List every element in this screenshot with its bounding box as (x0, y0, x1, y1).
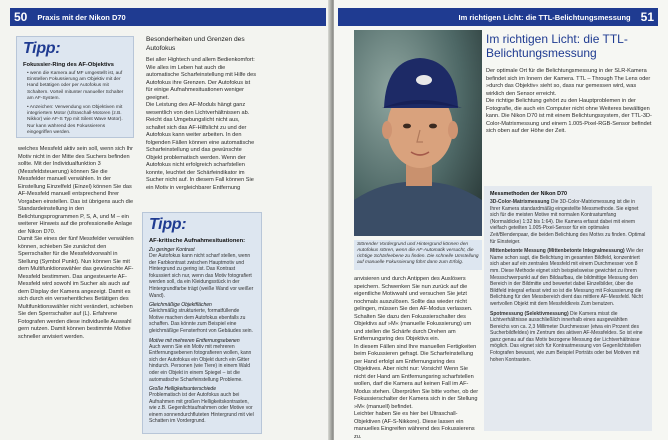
sidebar-section-head: Mittenbetonte Messung (Mittenbetonte Integralmessung) (490, 248, 625, 255)
tip-title: Tipp: (149, 216, 187, 233)
left-page (0, 0, 330, 440)
section-body: Bei aller Hightech und allem Bedienkomfort: Wie alles im Leben hat auch die automatische Scharfeinstellung mit Hilfe des Autofokus ihre Grenzen. Der Autofokus ist für einige Aufnahmesituationen weniger geeignet. Die Leistung des AF-Moduls hängt ganz wesentlich von den Lichtverhältnissen ab. Reicht das Umgebungslicht nicht aus, schaltet sich das AF-Hilfslicht zu und der Autofokus kann weiter arbeiten. In den folgenden Fällen können eine automatische Scharfeinstellung und das gewünschte Objekt problematisch werden. Wenn der Autofokus nicht erfolgreich scharfstellen konnte, leuchtet der Schärfeindikator im Sucher nicht auf. In diesem Fall können Sie ein Motiv in vergleichbarer Entfernung (146, 57, 257, 191)
tip-heading: AF-kritische Aufnahmesituationen: (149, 238, 246, 244)
tip-section-text: Problematisch ist der Autofokus auch bei Aufnahmen mit großen Helligkeitskontrasten, wie z.B. Gegenlichtaufnahmen oder Motive vor einem sonnendurchfluteten Hintergrund mit viel Schatten im Vordergrund. (149, 392, 254, 425)
right-column (146, 36, 258, 192)
tip-box-focus-ring (16, 36, 134, 138)
right-column (486, 32, 652, 136)
sidebar-heading: Messmethoden der Nikon D70 (490, 191, 567, 197)
sidebar-section (490, 311, 646, 364)
sidebar-section-text: Die 3D-Color-Matrixmessung ist die in Ihrer Kamera standardmäßig eingestellte Messmethode. Sie eignet sich für die meisten Motive mit normalen Kontrastumfang (Normaldicke) 1:32 bis 1:64). Die Kamera erfasst dabei mit einem vielfach geteilten 1.005-Pixel-Sensor für ein optimales Zeit/Blendenpaar, die beiden Belichtung des Motivs zu finden. Optimal für Einsteiger. (490, 199, 646, 245)
left-running-head-title: Praxis mit der Nikon D70 (37, 12, 126, 22)
left-running-header (10, 8, 326, 26)
tip-heading: Fokussier-Ring des AF-Objektivs (23, 62, 114, 68)
sidebar-section (490, 199, 646, 245)
sidebar-section-head: Spotmessung (Selektivmessung) (490, 310, 569, 317)
right-page (334, 0, 668, 440)
tip-bullet: • Anzeichen: Verwendung von Objektiven mit integriertem Motor (Ultraschall-Motoren (z.B. Nikkor) wie AF-S Typ mit Silent Wave Motor). Nur kann während des Fokussierens eingegriffen werden. (27, 105, 123, 135)
right-running-header (338, 8, 658, 26)
boy-baseball-cap-photo (354, 30, 482, 236)
tip-section-head: Motive mit mehreren Entfernungsebenen (149, 337, 240, 344)
right-left-column-body: anvisieren und durch Antippen des Auslösers speichern. Schwenken Sie nun zurück auf die eigentliche Motivwahl und versuchen Sie jetzt nochmals auszulösen. Sollte das wieder nicht gelingen, müssen Sie den AF-Modus verlassen. Schalten Sie dazu den Fokussierschalter des Objektivs auf »M« (manuelle Fokussierung) um und stellen die Schärfe durch Drehen am Entfernungsring des Objektivs ein. In diesem Fällen sind Ihre manuellen Fertigkeiten beim Fokussieren gefragt. Die Scharfeinstellung per Hand erfolgt am Entfernungsring des Objektives. Aber nicht nur: Vorsicht! Wenn Sie nicht der Hand am Entfernungsring scharfstellen wollen, darf die Kamera auf keinen Fall im AF-Modus stehen. Überprüfen Sie bitte vorher, ob der Fokussierschalter der Kamera sich in der Stellung »M« (manuell) befindet. Leichter haben Sie es hier bei Ultraschall-Objektiven (AF-S-Nikkore). Diese lassen ein manuelles Eingreifen während des Fokussierens zu. (354, 276, 479, 440)
tip-section-text: Gleichmäßig strukturierte, formatfüllende Motive machen dem Autofokus ebenfalls zu schaffen. Das könnte zum Beispiel eine gleichmäßige Fensterfront von Gebäudes sein. (149, 308, 253, 334)
tip-section-text: Der Autofokus kann nicht scharf stellen, wenn der Farbkontrast zwischen Hauptmotiv und Hintergrund zu gering ist. Das Kontrast fokussiert sich nur, wenn das Motiv fotografiert werden soll, da ein Kleidungsstück in der Hintergrundfarbe trägt (weiße Wand vor weißer Wand). (149, 253, 254, 299)
photo-caption: Störender Vordergrund und Hintergrund können den Autofokus stören, wenn die AF-Automatik versucht, die richtige Schärfeebene zu finden. Die schnelle Umstellung auf manuelle Fokussierung führt dann zum Erfolg. (357, 242, 479, 265)
right-running-head-title: Im richtigen Licht: die TTL-Belichtungsmessung (458, 12, 631, 22)
tip-box-af-critical (142, 212, 262, 434)
tip-bullet: • wenn die Kamera auf MF umgestellt ist, auf Einstellen Fokussierung am Objektiv mit der Hand betätigen oder per Autofokus mit Schaltern. Vorteil mitunter manueller Schalter am AF-System. (27, 71, 124, 101)
photo-caption-box (354, 240, 482, 270)
right-page-number: 51 (640, 10, 654, 24)
tip-section-head: Gleichmäßige Objektflächen (149, 302, 212, 309)
section-body: Der optimale Ort für die Belichtungsmessung in der SLR-Kamera befindet sich im Innern der Kamera. TTL – Through The Lens oder »durch das Objektiv« sieht so, dass nur gemessen wird, was wirklich den Sensor erreicht. Die richtige Belichtung gehört zu den Hauptproblemen in der Fotografie, die auch ein Computer nicht ohne Weiteres bewältigen kann. Die Nikon D70 ist mit einem Belichtungssystem, der TTL-3D-Color-Matrixmessung und einem 1.005-Pixel-RGB-Sensor befindet sich oben auf der Höhe der Zeit. (486, 68, 652, 134)
sidebar-section-head: 3D-Color-Matrixmessung (490, 199, 550, 205)
section-subheading: Besonderheiten und Grenzen des Autofokus (146, 36, 245, 52)
sidebar-section-text: Wie der Name schon sagt, die Belichtung im gesamten Bildfeld, konzentriert sich aber auf ein zentrales Messfeld mit einem Durchmesser von 8 mm. Diese Methode eignet sich beispielsweise gewichtet zu ihrem Messschwerpunkt auf den Bildaufbau, die bildmittige Messung den Bereich in der Bildmitte und bewertet dabei Einzelbilder, über die Bildfeld integral erfasst wird so ist die Messung mit Fokussierung die Belichtung für den Messbereich dient das mittlere AF-Messfeld. Nicht wertvollen Objekt mit dem Messfeldkreis Zum benutzen. (490, 248, 644, 307)
tip-section-head: Große Helligkeitsunterschiede (149, 386, 216, 393)
left-column-body: welches Messfeld aktiv sein soll, wenn sich Ihr Motiv nicht in der Mitte des Suchers befinden sollte. Mit der Individualfunktion 3 (Messfeldsteuerung) können Sie die Messfelder manuell verwählen. In der Einstellung Einzelfeld (Einzel) können Sie das AF-Messfeld manuell entsprechend Ihrer Vorgaben einstellen. Das ist übrigens auch die Standardeinstellung in den Belichtungsprogrammen P, S, A, und M – ein weiterer Hinweis auf die professionelle Anlage der Nikon D70. Damit Sie eines der fünf Messfelder verwählen können, schieben Sie zunächst den Sperrschalter für die Messfeldvorwahl in Stellung (Symbol Punkt). Nun können Sie mit dem Multifunktionswähler das gewünschte AF-Messfeld bestimmen. Das angesteuerte AF-Messfeld wird sowohl im Sucher als auch auf dem Display der Kamera angezeigt. Damit es sich durch ein versehentliches Betätigen des Multifunktionswähler nicht verändert, schieben Sie den Sperrschalter auf (L). Erfahrene Fotografen werden diese individuelle Auswahl gern nutzen. Damit können bestimmte Motive schneller anvisiert werden. (18, 146, 134, 340)
tip-section-head: Zu geringer Kontrast (149, 247, 195, 253)
metering-sidebar (484, 186, 652, 431)
section-title: Im richtigen Licht: die TTL-Belichtungsmessung (486, 32, 628, 60)
tip-title: Tipp: (23, 40, 61, 57)
photo-illustration (354, 30, 482, 236)
sidebar-section-text: Die Kamera misst die Lichtverhältnisse ausschließlich innerhalb eines ausgewählten Bereichs von ca. 2,3 Millimeter Durchmesser (etwa ein Prozent des Sucherbildfeldes) im Zentrum des aktiven AF-Messfeldes. So ist eine ganz genau auf das Motiv bezogene Messung der Lichtverhältnisse möglich. Das eignet sich für Kontrastmessung von Gegenlichtstellen Fotografen bewusst, wie zum Beispiel Porträts oder bei Motiven mit hohen Kontrasten. (490, 310, 643, 363)
sidebar-section (490, 248, 646, 307)
left-page-number: 50 (14, 10, 28, 24)
tip-section-text: Auch wenn Sie ein Motiv mit mehreren Entfernungsebenen fotografieren wollen, kann sich der Autofokus ein Objekt durch ein Gitter hindurch. Personen (wie Tiere) in einem Wald oder ein Objekt in einem Spiegel – ist die automatische Scharfeinstellung Probleme. (149, 343, 252, 383)
